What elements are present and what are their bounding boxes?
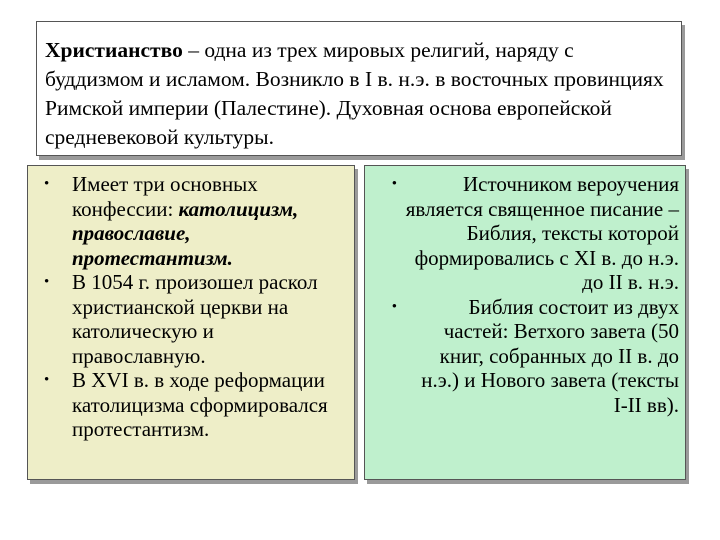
list-item [44, 270, 346, 368]
bullet-icon: • [391, 298, 397, 315]
list-item [44, 172, 346, 270]
list-item [377, 172, 679, 295]
intro-text: – одна из трех мировых религий, наряду с буддизмом и исламом. Возникло в I в. н.э. в восточных провинциях Римской империи (Палестине). Духовная основа европейской средневековой культуры. [45, 38, 664, 149]
confessions-text: Имеет три основных конфессии: [72, 172, 258, 221]
left-bullet-list [44, 172, 346, 442]
intro-box [36, 21, 682, 156]
list-item [377, 295, 679, 418]
schism-text: В 1054 г. произошел раскол христианской церкви на католическую и православную. [72, 270, 318, 368]
right-bullet-list [377, 172, 679, 417]
bullet-icon: • [44, 176, 50, 192]
intro-term: Христианство [45, 38, 183, 62]
bullet-icon: • [391, 176, 397, 192]
reformation-text: В XVI в. в ходе реформации католицизма сформировался протестантизм. [72, 368, 328, 441]
scripture-source-text: Источником вероучения является священное писание – Библия, тексты которой формировались с XI в. до н.э. до II в. н.э. [405, 172, 679, 294]
bible-parts-text: Библия состоит из двух частей: Ветхого завета (50 книг, собранных до II в. до н.э.) и Нового завета (тексты I-II вв). [421, 294, 679, 417]
bullet-icon: • [44, 274, 50, 290]
right-column [364, 165, 686, 480]
left-column [27, 165, 355, 480]
bullet-icon: • [44, 372, 50, 388]
confessions-emphasis: католицизм, православие, протестантизм. [72, 196, 299, 270]
list-item [44, 368, 346, 442]
